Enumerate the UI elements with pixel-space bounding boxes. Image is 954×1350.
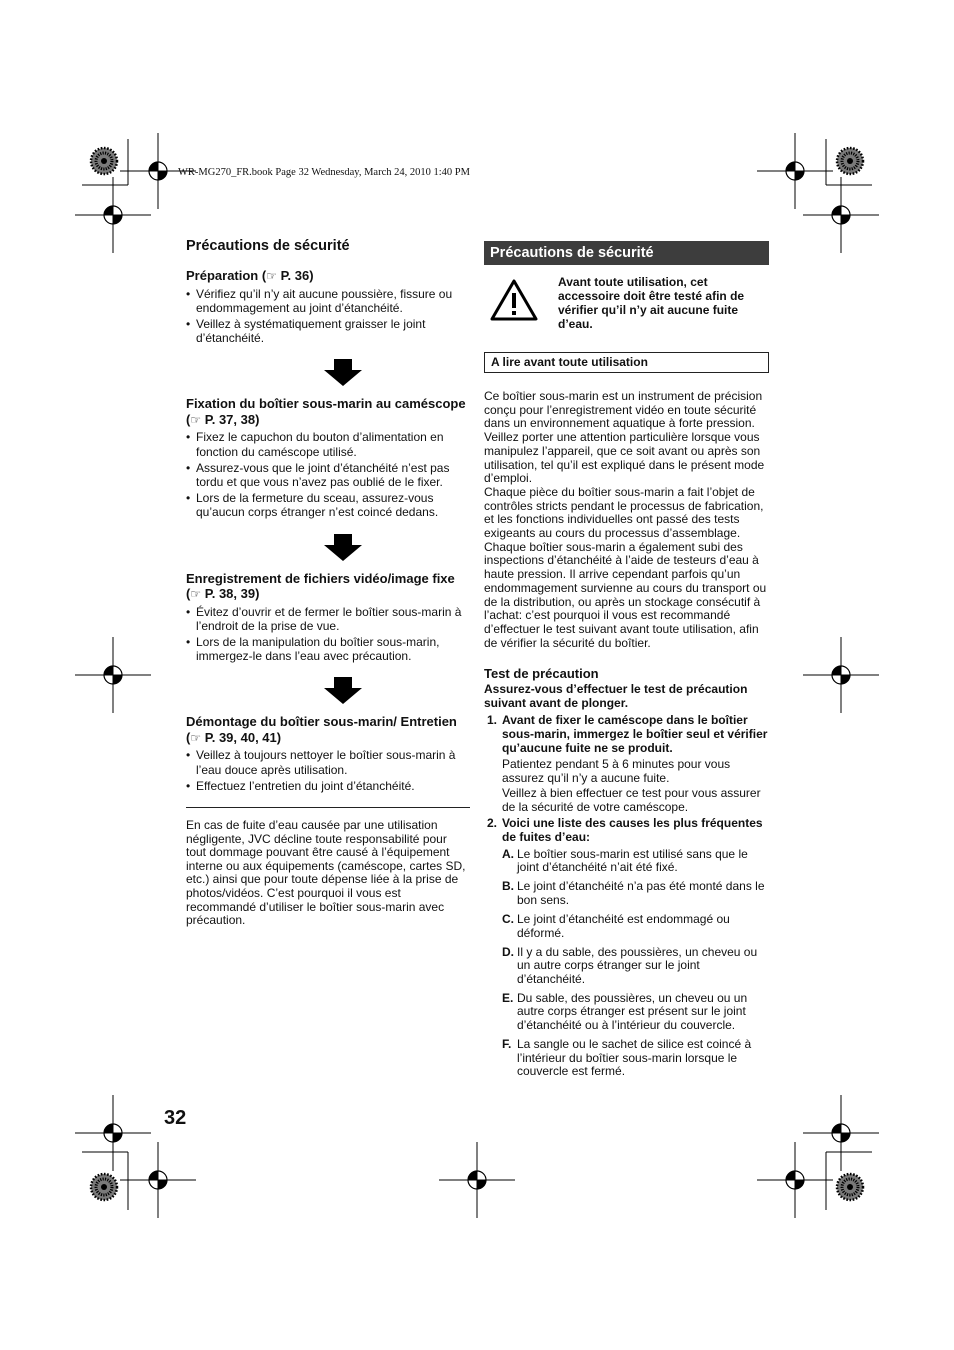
step-number: 1. <box>487 712 498 727</box>
bullet-list <box>186 287 470 346</box>
bullet-item: • Veillez à systématiquement graisser le joint d’étanchéité. <box>186 317 470 345</box>
list-item: D. Il y a du sable, des poussières, un cheveu ou un autre corps étranger sur le joint d’étanchéité. <box>502 944 758 986</box>
list-item: E. Du sable, des poussières, un cheveu ou un autre corps étranger est présent sur le joint d’étanchéité ou à l’intérieur du couvercle. <box>502 990 748 1033</box>
step-text: Veillez à bien effectuer ce test pour vous assurer de la sécurité de votre caméscope. <box>502 785 761 814</box>
warning-triangle-icon <box>490 279 538 321</box>
bullet-item: • Fixez le capuchon du bouton d’alimentation en fonction du caméscope utilisé. <box>186 430 470 458</box>
step-fixation <box>186 396 470 519</box>
test-steps <box>484 713 769 1079</box>
test-section-title: Test de précaution <box>484 666 599 682</box>
bullet-item: • Lors de la manipulation du boîtier sous-marin, immergez-le dans l’eau avec précaution. <box>186 635 470 663</box>
bullet-item: • Effectuez l’entretien du joint d’étanchéité. <box>186 779 470 793</box>
bullet-item: • Vérifiez qu’il n’y ait aucune poussière, fissure ou endommagement au joint d’étanchéité. <box>186 287 470 315</box>
step-heading: Fixation du boîtier sous-marin au caméscope (☞ P. 37, 38) <box>186 396 466 427</box>
page-number: 32 <box>164 1107 187 1129</box>
step-number: 2. <box>487 815 498 830</box>
bullet-list <box>186 605 470 664</box>
warning-block <box>484 275 769 331</box>
page-reference-icon: ☞ <box>190 412 202 427</box>
step-title: Avant de fixer le caméscope dans le boîtier sous-marin, immergez le boîtier seul et vérifier qu’aucune fuite ne se produit. <box>502 712 768 755</box>
step-heading: Enregistrement de fichiers vidéo/image fixe (☞ P. 38, 39) <box>186 570 455 602</box>
test-intro: Assurez-vous d’effectuer le test de précaution suivant avant de plonger. <box>484 682 748 710</box>
bullet-item: • Lors de la fermeture du sceau, assurez-vous qu’aucun corps étranger n’est coincé dedans. <box>186 491 470 519</box>
list-item: B. Le joint d’étanchéité n’a pas été monté dans le bon sens. <box>502 879 765 907</box>
down-arrow-icon <box>324 359 362 386</box>
step-heading: Préparation (☞ P. 36) <box>186 268 314 283</box>
right-column <box>484 241 769 1084</box>
bullet-list <box>186 430 470 519</box>
step-recording <box>186 571 470 664</box>
bullet-list <box>186 748 470 793</box>
page-reference-icon: ☞ <box>190 730 202 745</box>
list-item: A. Le boîtier sous-marin est utilisé sans que le joint d’étanchéité n’ait été fixé. <box>502 846 748 875</box>
read-before-use-box: A lire avant toute utilisation <box>484 352 769 373</box>
step-heading: Démontage du boîtier sous-marin/ Entretien (☞ P. 39, 40, 41) <box>186 714 457 745</box>
list-item: C. Le joint d’étanchéité est endommagé ou déformé. <box>502 911 730 940</box>
left-column <box>186 238 470 940</box>
step-text: Patientez pendant 5 à 6 minutes pour vous assurez qu’il n’y a aucune fuite. <box>502 756 731 785</box>
down-arrow-icon <box>324 677 362 704</box>
step-preparation <box>186 268 470 345</box>
warning-text: Avant toute utilisation, cet accessoire doit être testé afin de vérifier qu’il n’y ait aucune fuite d’eau. <box>558 275 745 331</box>
bullet-item: • Veillez à toujours nettoyer le boîtier sous-marin à l’eau douce après utilisation. <box>186 748 470 776</box>
list-item: F. La sangle ou le sachet de silice est coincé à l’intérieur du boîtier sous-marin lorsque le couvercle est fermé. <box>502 1037 752 1079</box>
causes-list <box>502 848 769 1079</box>
step-maintenance <box>186 714 470 793</box>
liability-notice: En cas de fuite d’eau causée par une utilisation négligente, JVC décline toute responsabilité pour tout dommage pouvant être causé à l’équipement interne ou aux équipements (caméscope, cartes SD, etc.) ainsi que pour toute dépense liée à la prise de photos/vidéos. C’est pourquoi il vous est recommandé d’utiliser le boîtier sous-marin avec précaution. <box>186 817 466 928</box>
print-header: WR-MG270_FR.book Page 32 Wednesday, March 24, 2010 1:40 PM <box>178 167 470 178</box>
section-title-bar: Précautions de sécurité <box>484 241 769 265</box>
step-title: Voici une liste des causes les plus fréquentes de fuites d’eau: <box>502 815 763 844</box>
test-step <box>484 816 769 1079</box>
left-section-title: Précautions de sécurité <box>186 238 350 254</box>
test-step <box>484 713 769 814</box>
bullet-item: • Évitez d’ouvrir et de fermer le boîtier sous-marin à l’endroit de la prise de vue. <box>186 605 470 633</box>
intro-paragraph: Ce boîtier sous-marin est un instrument de précision conçu pour l’enregistrement vidéo en toute sécurité dans un environnement aquatique à forte pression. Veillez porter une attention particulière lorsque vous manipulez l’appareil, que ce soit avant ou après son utilisation, tel qu’il est expliqué dans le présent mode d’emploi. <box>484 389 765 486</box>
intro-paragraph: Chaque pièce du boîtier sous-marin a fait l’objet de contrôles stricts pendant le processus de fabrication, et les fonctions individuelles ont passé des tests exigeants au cours du processus d’assemblage. Chaque boîtier sous-marin a également subi des inspections d’étanchéité à l’aide de testeurs d’eau à haute pression. Il arrive cependant parfois qu’un endommagement survienne au cours du transport ou de la distribution, ou après un stockage consécutif à l’achat: c’est pourquoi il vous est recommandé d’effectuer le test suivant avant toute utilisation, afin de vérifier la sécurité du boîtier. <box>484 484 767 650</box>
divider <box>186 807 470 808</box>
down-arrow-icon <box>324 534 362 561</box>
page-reference-icon: ☞ <box>190 587 202 602</box>
page-reference-icon: ☞ <box>266 269 277 283</box>
bullet-item: • Assurez-vous que le joint d’étanchéité n’est pas tordu et que vous n’avez pas oublié de le fixer. <box>186 461 470 489</box>
